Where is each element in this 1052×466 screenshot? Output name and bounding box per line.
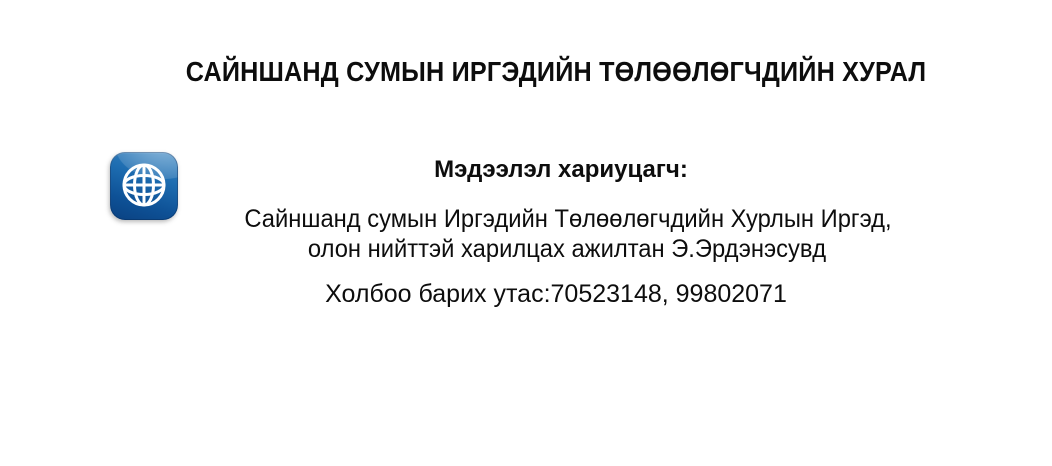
globe-icon: [110, 152, 178, 220]
info-heading: Мэдээлэл хариуцагч:: [434, 156, 688, 183]
contact-line: Холбоо барих утас:70523148, 99802071: [325, 280, 787, 308]
page-title: САЙНШАНД СУМЫН ИРГЭДИЙН ТӨЛӨӨЛӨГЧДИЙН ХУРАЛ: [185, 56, 927, 87]
officer-line-1: Сайншанд сумын Иргэдийн Төлөөлөгчдийн Хурлын Иргэд,: [244, 205, 892, 233]
globe-glyph: [121, 162, 167, 208]
officer-line-2: олон нийттэй харилцах ажилтан Э.Эрдэнэсувд: [307, 235, 827, 263]
